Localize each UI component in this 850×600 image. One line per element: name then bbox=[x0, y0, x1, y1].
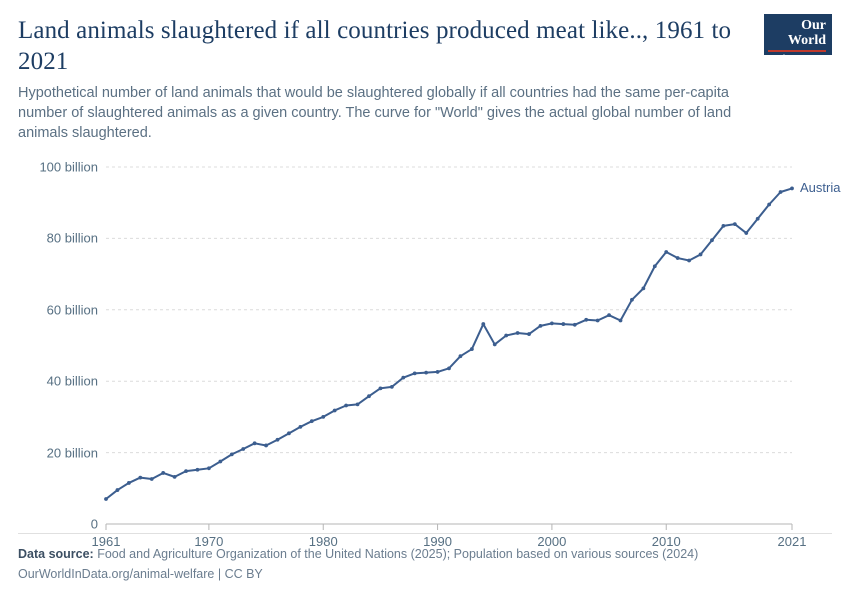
data-point bbox=[710, 238, 714, 242]
data-point bbox=[779, 190, 783, 194]
data-point bbox=[744, 231, 748, 235]
data-point bbox=[550, 321, 554, 325]
data-point bbox=[390, 385, 394, 389]
x-axis-tick-label: 1980 bbox=[308, 534, 338, 549]
data-point bbox=[401, 376, 405, 380]
data-point bbox=[218, 460, 222, 464]
line-chart-svg bbox=[18, 157, 832, 572]
data-point bbox=[493, 343, 497, 347]
license-line[interactable]: OurWorldInData.org/animal-welfare | CC BY bbox=[18, 567, 263, 581]
data-point bbox=[584, 318, 588, 322]
y-axis-tick-label: 60 billion bbox=[46, 302, 98, 318]
data-point bbox=[276, 438, 280, 442]
y-axis-tick-label: 100 billion bbox=[39, 159, 98, 175]
data-point bbox=[298, 425, 302, 429]
data-point bbox=[481, 322, 485, 326]
data-point bbox=[310, 419, 314, 423]
x-axis-tick-label: 2010 bbox=[651, 534, 681, 549]
data-point bbox=[733, 222, 737, 226]
data-point bbox=[379, 386, 383, 390]
data-point bbox=[138, 476, 142, 480]
x-axis-tick-label: 2021 bbox=[777, 534, 807, 549]
data-point bbox=[596, 319, 600, 323]
data-point bbox=[356, 403, 360, 407]
data-point bbox=[184, 469, 188, 473]
chart-footer bbox=[18, 533, 832, 584]
y-axis-tick-label: 20 billion bbox=[46, 445, 98, 461]
data-point bbox=[573, 323, 577, 327]
data-point bbox=[321, 415, 325, 419]
series-end-label: Austria bbox=[800, 180, 841, 196]
owid-logo-line2: in Data bbox=[768, 50, 826, 68]
data-point bbox=[104, 497, 108, 501]
data-point bbox=[470, 347, 474, 351]
data-point bbox=[459, 354, 463, 358]
x-axis-tick-label: 1970 bbox=[194, 534, 224, 549]
x-axis-tick-label: 1990 bbox=[423, 534, 453, 549]
data-point bbox=[264, 444, 268, 448]
data-point bbox=[630, 298, 634, 302]
data-point bbox=[607, 313, 611, 317]
data-point bbox=[676, 256, 680, 260]
data-point bbox=[790, 187, 794, 191]
x-axis-tick-label: 1961 bbox=[91, 534, 121, 549]
data-point bbox=[699, 253, 703, 257]
owid-logo[interactable] bbox=[764, 14, 832, 69]
data-point bbox=[173, 475, 177, 479]
chart-area bbox=[18, 157, 841, 572]
chart-subtitle: Hypothetical number of land animals that would be slaughtered globally if all countries had the same per-capita number of slaughtered animals as a given country. The curve for "World" gives the actual global number of land animals slaughtered. bbox=[18, 85, 732, 141]
y-axis-tick-label: 0 bbox=[90, 516, 98, 532]
data-point bbox=[653, 264, 657, 268]
data-point bbox=[367, 394, 371, 398]
data-point bbox=[196, 468, 200, 472]
data-source-line bbox=[18, 544, 832, 564]
y-axis-tick-label: 40 billion bbox=[46, 373, 98, 389]
page-title: Land animals slaughtered if all countries produced meat like.., 1961 to 2021 bbox=[18, 17, 732, 75]
data-point bbox=[287, 431, 291, 435]
owid-logo-line1: Our World bbox=[787, 18, 826, 49]
data-point bbox=[230, 452, 234, 456]
data-point bbox=[664, 250, 668, 254]
data-point bbox=[687, 259, 691, 263]
data-point bbox=[619, 319, 623, 323]
data-source-text: Food and Agriculture Organization of the United Nations (2025); Population based on various sources (2024) bbox=[97, 547, 699, 561]
data-point bbox=[150, 477, 154, 481]
data-point bbox=[561, 322, 565, 326]
x-axis-tick-label: 2000 bbox=[537, 534, 567, 549]
data-source-label: Data source: bbox=[18, 547, 94, 561]
data-point bbox=[127, 481, 131, 485]
y-axis-tick-label: 80 billion bbox=[46, 230, 98, 246]
data-point bbox=[207, 466, 211, 470]
data-point bbox=[413, 371, 417, 375]
data-point bbox=[436, 370, 440, 374]
data-point bbox=[447, 366, 451, 370]
data-point bbox=[767, 203, 771, 207]
data-point bbox=[516, 331, 520, 335]
data-point bbox=[161, 471, 165, 475]
data-point bbox=[424, 371, 428, 375]
y-axis bbox=[18, 157, 98, 572]
data-point bbox=[722, 224, 726, 228]
data-point bbox=[344, 404, 348, 408]
data-point bbox=[641, 286, 645, 290]
data-point bbox=[527, 332, 531, 336]
data-point bbox=[116, 488, 120, 492]
data-point bbox=[756, 217, 760, 221]
data-point bbox=[253, 441, 257, 445]
chart-header bbox=[18, 16, 832, 143]
data-point bbox=[539, 324, 543, 328]
data-point bbox=[333, 409, 337, 413]
data-point bbox=[241, 447, 245, 451]
data-point bbox=[504, 334, 508, 338]
